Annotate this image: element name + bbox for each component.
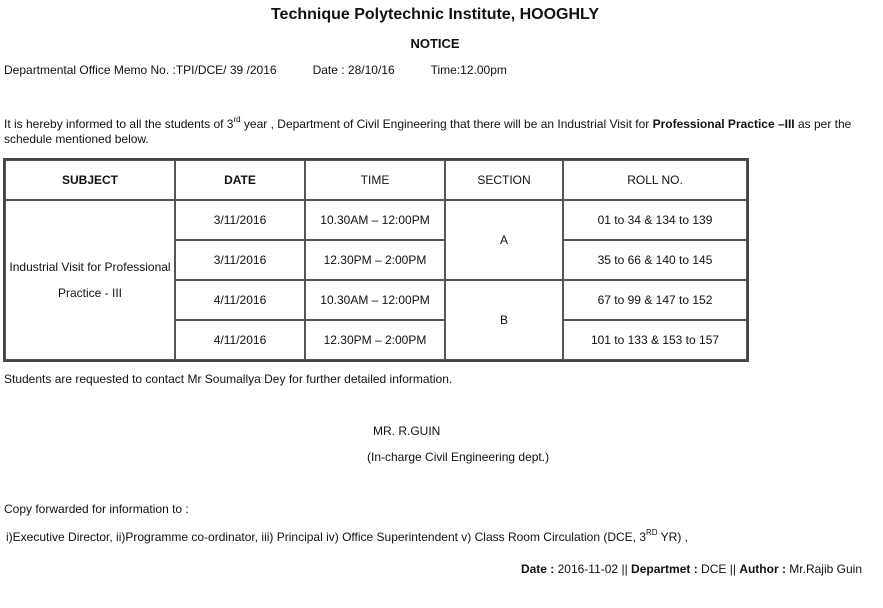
footer-separator: ||	[729, 562, 740, 576]
signatory-role: (In-charge Civil Engineering dept.)	[367, 450, 550, 464]
time-cell: 12.30PM – 2:00PM	[305, 240, 445, 280]
roll-cell: 01 to 34 & 134 to 139	[563, 200, 747, 240]
institute-title: Technique Polytechnic Institute, HOOGHLY	[270, 6, 600, 23]
header-roll: ROLL NO.	[563, 160, 747, 200]
intro-bold-subject: Professional Practice –III	[652, 117, 795, 131]
section-cell: B	[445, 280, 563, 360]
footer-meta	[521, 562, 862, 576]
roll-cell: 67 to 99 & 147 to 152	[563, 280, 747, 320]
time-cell: 10.30AM – 12:00PM	[305, 200, 445, 240]
memo-line	[4, 63, 507, 77]
footer-separator: ||	[621, 562, 632, 576]
signatory-name: MR. R.GUIN	[373, 424, 441, 438]
subject-line-2: Practice - III	[57, 286, 122, 300]
roll-cell: 35 to 66 & 140 to 145	[563, 240, 747, 280]
header-date: DATE	[175, 160, 305, 200]
intro-superscript: rd	[233, 115, 241, 124]
copy-heading: Copy forwarded for information to :	[4, 502, 189, 516]
memo-date: Date : 28/10/16	[312, 63, 395, 77]
table-header-row	[5, 160, 747, 200]
roll-cell: 101 to 133 & 153 to 157	[563, 320, 747, 360]
intro-text-1: It is hereby informed to all the students of 3	[4, 117, 234, 131]
memo-number: Departmental Office Memo No. :TPI/DCE/ 39 /2016	[4, 63, 277, 77]
header-section: SECTION	[445, 160, 563, 200]
date-cell: 3/11/2016	[175, 200, 305, 240]
intro-paragraph	[4, 117, 874, 147]
date-cell: 4/11/2016	[175, 280, 305, 320]
header-time: TIME	[305, 160, 445, 200]
table-row	[5, 200, 747, 240]
recipients-superscript: RD	[646, 528, 658, 537]
header-subject: SUBJECT	[5, 160, 175, 200]
time-cell: 12.30PM – 2:00PM	[305, 320, 445, 360]
recipients-text-1: i)Executive Director, ii)Programme co-ordinator, iii) Principal iv) Office Superintendent v) Class Room Circulation (DCE, 3	[6, 530, 646, 544]
notice-title: NOTICE	[410, 36, 460, 51]
memo-time: Time:12.00pm	[430, 63, 507, 77]
subject-line-1: Industrial Visit for Professional	[9, 260, 171, 274]
footer-date-value: 2016-11-02	[554, 562, 622, 576]
recipients-line	[6, 530, 688, 544]
footer-dept-label: Depart	[631, 562, 670, 576]
footer-author-label: Author :	[739, 562, 786, 576]
footer-date-label: Date :	[520, 562, 555, 576]
intro-text-3: as per the schedule mentioned below.	[4, 117, 852, 146]
time-cell: 10.30AM – 12:00PM	[305, 280, 445, 320]
contact-text: Students are requested to contact Mr Soumallya Dey for further detailed information.	[4, 372, 453, 386]
section-cell: A	[445, 200, 563, 280]
intro-text-2: year , Department of Civil Engineering that there will be an Industrial Visit for	[240, 117, 653, 131]
date-cell: 4/11/2016	[175, 320, 305, 360]
footer-dept-label-2: met :	[669, 562, 698, 576]
recipients-text-2: YR) ,	[657, 530, 689, 544]
schedule-table	[3, 158, 749, 362]
footer-author-value: Mr.Rajib Guin	[785, 562, 862, 576]
footer-dept-value: DCE	[697, 562, 730, 576]
date-cell: 3/11/2016	[175, 240, 305, 280]
subject-cell	[5, 200, 175, 360]
